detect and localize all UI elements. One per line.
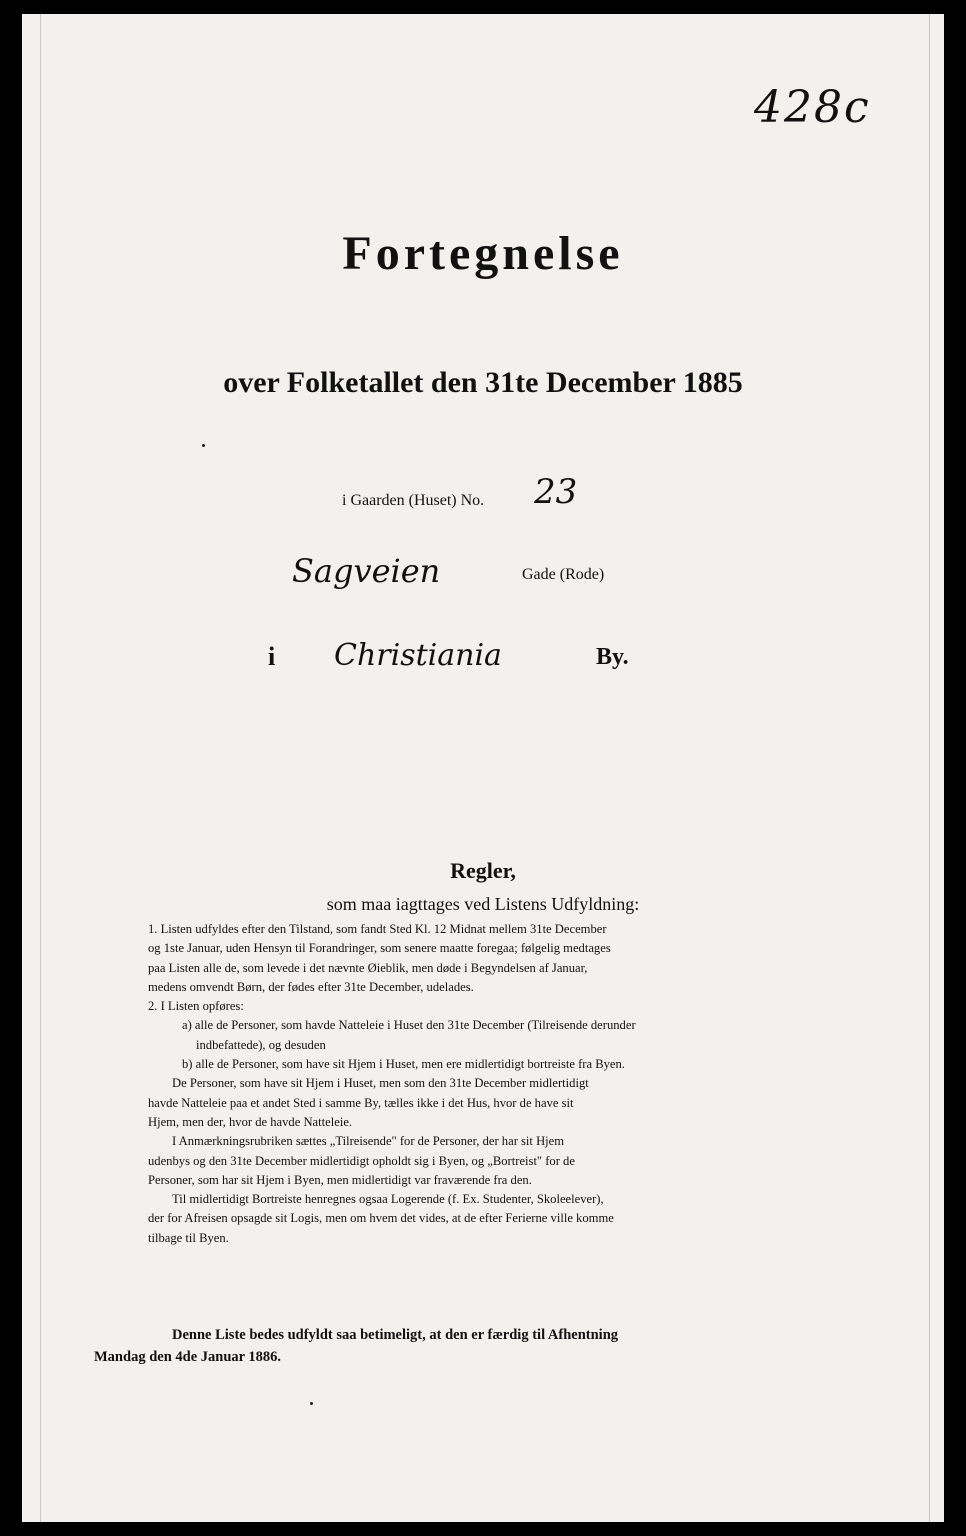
rule-line: udenbys og den 31te December midlertidigt opholdt sig i Byen, og „Bortreist" for de [148,1153,575,1168]
rule-line: indbefattede), og desuden [196,1037,326,1052]
closing-line-2: Mandag den 4de Januar 1886. [94,1349,282,1365]
rule-line: I Anmærkningsrubriken sættes „Tilreisende" for de Personer, der har sit Hjem [172,1134,565,1149]
rules-intro: som maa iagttages ved Listens Udfyldning: [326,894,640,914]
i-label: i [268,642,276,671]
rule-line: og 1ste Januar, uden Hensyn til Forandringer, som senere maatte foregaa; følgelig medtages [148,941,611,956]
closing-line-1: Denne Liste bedes udfyldt saa betimeligt, at den er færdig til Afhentning [172,1327,619,1343]
closing-notice [94,1324,794,1368]
city-name: Christiania [334,638,502,673]
rules-body [148,920,808,1248]
gaard-number: 23 [534,472,578,512]
street-name: Sagveien [292,552,441,590]
rule-line: b) alle de Personer, som have sit Hjem i Huset, men ere midlertidigt bortreiste fra Byen. [182,1057,625,1072]
gade-label: Gade (Rode) [522,566,605,583]
rule-line: a) alle de Personer, som havde Natteleie i Huset den 31te December (Tilreisende derunder [182,1018,636,1033]
form-title: Fortegnelse [342,227,624,280]
rule-line: Til midlertidigt Bortreiste henregnes ogsaa Logerende (f. Ex. Studenter, Skoleelever), [172,1192,604,1207]
form-subtitle: over Folketallet den 31te December 1885 [223,366,743,399]
gaard-label: i Gaarden (Huset) No. [342,492,485,509]
rule-line: der for Afreisen opsagde sit Logis, men om hvem det vides, at de efter Ferierne ville komme [148,1211,614,1226]
rule-line: Hjem, men der, hvor de havde Natteleie. [148,1114,353,1129]
rule-line: paa Listen alle de, som levede i det nævnte Øieblik, men døde i Begyndelsen af Januar, [148,960,588,975]
ink-speck [310,1402,313,1405]
ink-speck [202,444,205,447]
rule-line: 1. Listen udfyldes efter den Tilstand, som fandt Sted Kl. 12 Midnat mellem 31te December [148,922,607,936]
rule-line: De Personer, som have sit Hjem i Huset, men som den 31te December midlertidigt [172,1076,589,1091]
rule-line: tilbage til Byen. [148,1230,229,1245]
census-form-page [22,14,944,1522]
rule-line: 2. I Listen opføres: [148,999,244,1014]
rule-line: medens omvendt Børn, der fødes efter 31te December, udelades. [148,979,474,994]
rule-line: havde Natteleie paa et andet Sted i samme By, tælles ikke i det Hus, hvor de have sit [148,1095,574,1110]
by-label: By. [596,644,629,670]
rule-line: Personer, som har sit Hjem i Byen, men midlertidigt var fraværende fra den. [148,1172,532,1187]
rules-heading: Regler, [450,858,516,883]
archive-number: 428c [754,82,871,133]
